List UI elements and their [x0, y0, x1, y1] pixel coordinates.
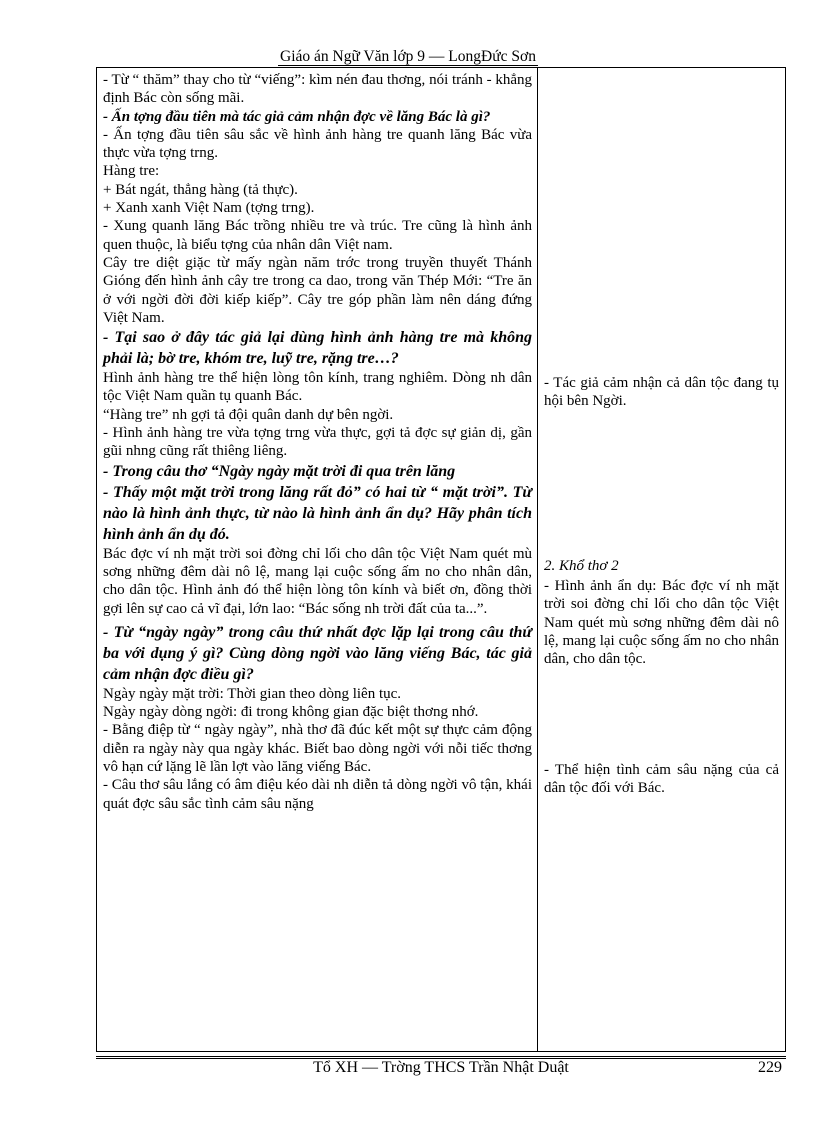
lesson-paragraph: Ngày ngày mặt trời: Thời gian theo dòng liên tục. — [103, 685, 402, 702]
note-deep-feeling: - Thể hiện tình cảm sâu nặng của cả dân tộc đối với Bác. — [544, 762, 779, 797]
note-gathering: - Tác giả cảm nhận cả dân tộc đang tụ hội bên Ngời. — [544, 375, 779, 410]
lesson-table — [96, 67, 786, 1052]
lesson-question: - Ấn tợng đầu tiên mà tác giả cảm nhận đợc về lăng Bác là gì? — [103, 108, 491, 125]
lesson-question: - Trong câu thơ “Ngày ngày mặt trời đi qua trên lăng — [103, 462, 456, 480]
notes-column — [538, 68, 785, 1051]
lesson-paragraph: - Câu thơ sâu lắng có âm điệu kéo dài nh diễn tả dòng ngời vô tận, khái quát đợc sâu sắc tình cảm sâu nặng — [103, 777, 532, 812]
section-heading: 2. Khổ thơ 2 — [544, 558, 619, 574]
page-footer — [96, 1058, 786, 1080]
lesson-paragraph: - Ấn tợng đầu tiên sâu sắc về hình ảnh hàng tre quanh lăng Bác vừa thực vừa tợng trng. — [103, 126, 532, 162]
lesson-paragraph: - Xung quanh lăng Bác trồng nhiều tre và trúc. Tre cũng là hình ảnh quen thuộc, là biểu tợng của nhân dân Việt nam. — [103, 218, 532, 253]
footer-school: Tổ XH — Trờng THCS Trần Nhật Duật — [313, 1059, 569, 1076]
note-metaphor: - Hình ảnh ẩn dụ: Bác đợc ví nh mặt trời soi đờng chỉ lối cho dân tộc Việt Nam quét mù sơng những đêm dài nô lệ, mang lại cuộc sống ấm no cho nhân dân, cho dân tộc. — [544, 578, 779, 668]
page-number: 229 — [758, 1059, 782, 1076]
lesson-paragraph: + Bát ngát, thẳng hàng (tả thực). — [103, 181, 298, 198]
lesson-paragraph: - Hình ảnh hàng tre vừa tợng trng vừa thực, gợi tả đợc sự giản dị, gần gũi nhng cũng rất thiêng liêng. — [103, 425, 532, 460]
lesson-paragraph: - Bằng điệp từ “ ngày ngày”, nhà thơ đã đúc kết một sự thực cảm động diễn ra ngày này qua ngày khác. Biết bao dòng ngời với nỗi tiếc thơng vô hạn cứ lặng lẽ lần lợt vào lăng viếng Bác. — [103, 722, 532, 776]
lesson-paragraph: + Xanh xanh Việt Nam (tợng trng). — [103, 200, 315, 217]
lesson-paragraph: Hàng tre: — [103, 163, 160, 180]
lesson-paragraph: Ngày ngày dòng ngời: đi trong không gian đặc biệt thơng nhớ. — [103, 704, 479, 721]
lesson-paragraph: Bác đợc ví nh mặt trời soi đờng chỉ lối cho dân tộc Việt Nam quét mù sơng những đêm dài nô lệ, mang lại cuộc sống ấm no cho nhân dân, cho dân tộc. Hình ảnh đó thể hiện lòng tôn kính và biết ơn, đồng thời gợi lên sự cao cả vĩ đại, lớn lao: “Bác sống nh trời đất của ta...”. — [103, 545, 532, 617]
lesson-paragraph: “Hàng tre” nh gợi tả đội quân danh dự bên ngời. — [103, 406, 394, 423]
page-header — [0, 48, 816, 66]
lesson-question: - Tại sao ở đây tác giả lại dùng hình ảnh hàng tre mà không phải là; bờ tre, khóm tre, luỹ tre, rặng tre…? — [103, 329, 532, 368]
lesson-question: - Từ “ngày ngày” trong câu thứ nhất đợc lặp lại trong câu thứ ba với dụng ý gì? Cùng dòng ngời vào lăng viếng Bác, tác giả cảm nhận đợc điều gì? — [103, 623, 532, 683]
header-title: Giáo án Ngữ Văn lớp 9 — LongĐức Sơn — [280, 48, 536, 65]
lesson-question: - Thấy một mặt trời trong lăng rất đỏ” có hai từ “ mặt trời”. Từ nào là hình ảnh thực, từ nào là hình ảnh ẩn dụ? Hãy phân tích hình ảnh ẩn dụ đó. — [103, 483, 532, 543]
lesson-paragraph: Hình ảnh hàng tre thể hiện lòng tôn kính, trang nghiêm. Dòng nh dân tộc Việt Nam quần tụ quanh Bác. — [103, 370, 532, 405]
lesson-paragraph: Cây tre diệt giặc từ mấy ngàn năm trớc trong truyền thuyết Thánh Gióng đến hình ảnh cây tre trong ca dao, trong văn Thép Mới: “Tre ăn ở với ngời đời đời kiếp kiếp”. Cây tre góp phần làm nên dáng đứng Việt Nam. — [103, 254, 532, 326]
teaching-content-column — [97, 68, 538, 1051]
lesson-paragraph: - Từ “ thăm” thay cho từ “viếng”: kìm nén đau thơng, nói tránh - khẳng định Bác còn sống mãi. — [103, 72, 532, 107]
